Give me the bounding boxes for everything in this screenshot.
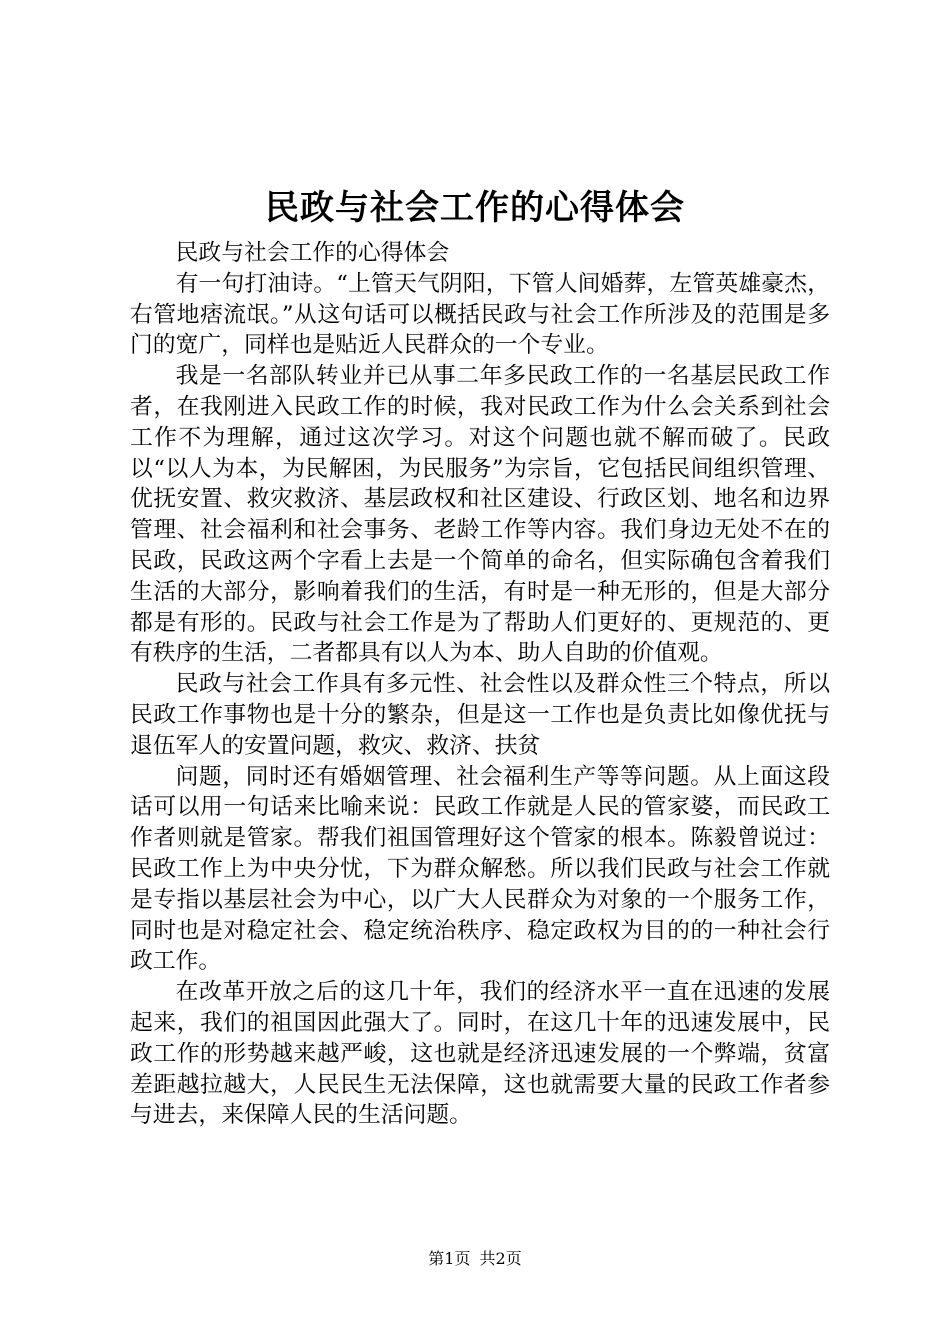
page-footer xyxy=(0,1247,950,1271)
paragraph: 民政与社会工作具有多元性、社会性以及群众性三个特点，所以民政工作事物也是十分的繁杂，但是这一工作也是负责比如像优抚与退伍军人的安置问题，救灾、救济、扶贫 xyxy=(130,671,830,759)
page-number: 第1页 xyxy=(428,1249,471,1268)
page-total: 共2页 xyxy=(479,1249,522,1268)
page-title: 民政与社会工作的心得体会 xyxy=(265,188,685,228)
document-subtitle: 民政与社会工作的心得体会 xyxy=(175,240,450,266)
paragraph: 我是一名部队转业并已从事二年多民政工作的一名基层民政工作者，在我刚进入民政工作的时候，我对民政工作为什么会关系到社会工作不为理解，通过这次学习。对这个问题也就不解而破了。民政以“以人为本，为民解困，为民服务”为宗旨，它包括民间组织管理、优抚安置、救灾救济、基层政权和社区建设、行政区划、地名和边界管理、社会福利和社会事务、老龄工作等内容。我们身边无处不在的民政，民政这两个字看上去是一个简单的命名，但实际确包含着我们生活的大部分，影响着我们的生活，有时是一种无形的，但是大部分都是有形的。民政与社会工作是为了帮助人们更好的、更规范的、更有秩序的生活，二者都具有以人为本、助人自助的价值观。 xyxy=(130,363,830,667)
paragraph: 在改革开放之后的这几十年，我们的经济水平一直在迅速的发展起来，我们的祖国因此强大了。同时，在这几十年的迅速发展中，民政工作的形势越来越严峻，这也就是经济迅速发展的一个弊端，贫富差距越拉越大，人民民生无法保障，这也就需要大量的民政工作者参与进去，来保障人民的生活问题。 xyxy=(130,979,830,1129)
paragraph: 有一句打油诗。“上管天气阴阳，下管人间婚葬，左管英雄豪杰，右管地痞流氓。”从这句话可以概括民政与社会工作所涉及的范围是多门的宽广，同样也是贴近人民群众的一个专业。 xyxy=(130,270,830,359)
document-body xyxy=(130,238,830,1131)
paragraph: 问题，同时还有婚姻管理、社会福利生产等等问题。从上面这段话可以用一句话来比喻来说：民政工作就是人民的管家婆，而民政工作者则就是管家。帮我们祖国管理好这个管家的根本。陈毅曾说过：民政工作上为中央分忧，下为群众解愁。所以我们民政与社会工作就是专指以基层社会为中心，以广大人民群众为对象的一个服务工作，同时也是对稳定社会、稳定统治秩序、稳定政权为目的的一种社会行政工作。 xyxy=(130,763,830,975)
